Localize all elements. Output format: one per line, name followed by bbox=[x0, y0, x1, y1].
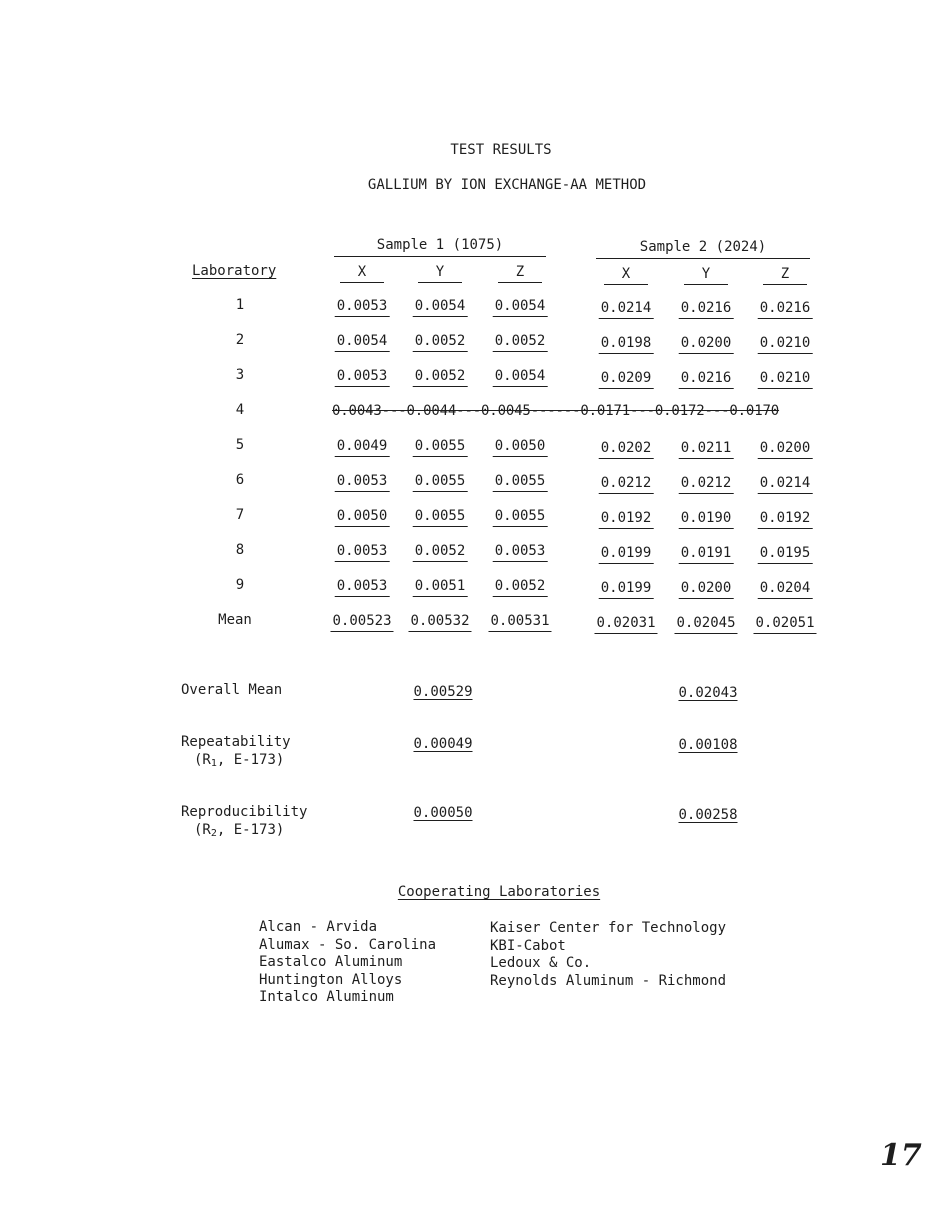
table-cell: 0.0053 bbox=[493, 543, 548, 562]
table-cell: 0.0199 bbox=[599, 545, 654, 564]
table-cell: 0.0204 bbox=[758, 580, 813, 599]
table-cell: 0.0209 bbox=[599, 370, 654, 389]
table-cell: 0.0216 bbox=[679, 300, 734, 319]
cooperating-heading: Cooperating Laboratories bbox=[397, 884, 601, 900]
table-cell: 0.0052 bbox=[413, 368, 468, 387]
reproducibility-ref-suffix: , E-173) bbox=[216, 822, 285, 838]
table-cell: 0.0192 bbox=[599, 510, 654, 529]
table-cell: 0.0195 bbox=[758, 545, 813, 564]
column-header: Y bbox=[418, 264, 462, 283]
mean-cell: 0.00532 bbox=[408, 613, 471, 632]
table-cell: 0.0055 bbox=[413, 473, 468, 492]
table-cell: 0.0199 bbox=[599, 580, 654, 599]
table-cell: 0.0192 bbox=[758, 510, 813, 529]
table-cell: 0.0214 bbox=[758, 475, 813, 494]
sample1-header: Sample 1 (1075) bbox=[334, 237, 546, 257]
lab-number: 3 bbox=[235, 367, 245, 383]
lab-number: 8 bbox=[235, 542, 245, 558]
repeatability-sample2: 0.00108 bbox=[678, 737, 738, 753]
table-cell: 0.0053 bbox=[335, 368, 390, 387]
overall-mean-label: Overall Mean bbox=[181, 682, 283, 698]
table-cell: 0.0052 bbox=[413, 333, 468, 352]
repeatability-ref-sub: 1 bbox=[210, 758, 217, 769]
column-header: Z bbox=[763, 266, 807, 285]
table-cell: 0.0055 bbox=[413, 438, 468, 457]
mean-cell: 0.00531 bbox=[488, 613, 551, 632]
table-cell: 0.0053 bbox=[335, 473, 390, 492]
table-cell: 0.0214 bbox=[599, 300, 654, 319]
cooperating-lab: Eastalco Aluminum bbox=[259, 954, 403, 970]
table-cell: 0.0050 bbox=[493, 438, 548, 457]
reproducibility-sample2: 0.00258 bbox=[678, 807, 738, 823]
cooperating-lab: Ledoux & Co. bbox=[490, 955, 592, 971]
lab-number: 2 bbox=[235, 332, 245, 348]
lab-number: 6 bbox=[235, 472, 245, 488]
reproducibility-sample1: 0.00050 bbox=[413, 805, 473, 821]
page-subtitle: GALLIUM BY ION EXCHANGE-AA METHOD bbox=[367, 177, 647, 193]
table-cell: 0.0200 bbox=[679, 580, 734, 599]
table-cell: 0.0055 bbox=[493, 473, 548, 492]
mean-cell: 0.02031 bbox=[594, 615, 657, 634]
reproducibility-ref-prefix: (R bbox=[194, 822, 211, 838]
lab-number: 4 bbox=[235, 402, 245, 418]
table-cell: 0.0052 bbox=[493, 578, 548, 597]
table-cell: 0.0054 bbox=[493, 368, 548, 387]
table-cell: 0.0051 bbox=[413, 578, 468, 597]
mean-label: Mean bbox=[218, 612, 252, 628]
repeatability-ref-prefix: (R bbox=[194, 752, 211, 768]
repeatability-ref bbox=[194, 752, 284, 769]
cooperating-list-left bbox=[259, 919, 436, 1007]
cooperating-lab: Kaiser Center for Technology bbox=[490, 920, 727, 936]
table-cell: 0.0200 bbox=[679, 335, 734, 354]
table-cell: 0.0054 bbox=[413, 298, 468, 317]
column-header: Y bbox=[684, 266, 728, 285]
cooperating-lab: Alcan - Arvida bbox=[259, 919, 378, 935]
column-header: Z bbox=[498, 264, 542, 283]
table-cell: 0.0055 bbox=[493, 508, 548, 527]
cooperating-lab: Reynolds Aluminum - Richmond bbox=[490, 972, 727, 989]
lab-number: 7 bbox=[235, 507, 245, 523]
table-cell: 0.0049 bbox=[335, 438, 390, 457]
struck-row-values: 0.0043---0.0044---0.0045------0.0171---0.0172---0.0170 bbox=[332, 403, 780, 419]
table-cell: 0.0216 bbox=[758, 300, 813, 319]
cooperating-lab: KBI-Cabot bbox=[490, 937, 566, 954]
table-cell: 0.0212 bbox=[679, 475, 734, 494]
table-cell: 0.0050 bbox=[335, 508, 390, 527]
lab-number: 9 bbox=[235, 577, 245, 593]
repeatability-ref-suffix: , E-173) bbox=[216, 752, 285, 768]
table-cell: 0.0211 bbox=[679, 440, 734, 459]
sample2-header: Sample 2 (2024) bbox=[596, 239, 810, 259]
table-cell: 0.0055 bbox=[413, 508, 468, 527]
reproducibility-label: Reproducibility bbox=[181, 804, 308, 820]
mean-cell: 0.02045 bbox=[674, 615, 737, 634]
mean-cell: 0.02051 bbox=[753, 615, 816, 634]
lab-number: 5 bbox=[235, 437, 245, 453]
table-cell: 0.0053 bbox=[335, 298, 390, 317]
page-title: TEST RESULTS bbox=[450, 142, 552, 158]
table-cell: 0.0190 bbox=[679, 510, 734, 529]
table-cell: 0.0054 bbox=[493, 298, 548, 317]
repeatability-sample1: 0.00049 bbox=[413, 736, 473, 752]
cooperating-list-right bbox=[490, 920, 726, 990]
table-cell: 0.0212 bbox=[599, 475, 654, 494]
reproducibility-ref-sub: 2 bbox=[210, 828, 217, 839]
table-cell: 0.0052 bbox=[413, 543, 468, 562]
page-number: 17 bbox=[880, 1138, 922, 1173]
overall-mean-sample1: 0.00529 bbox=[413, 684, 473, 700]
overall-mean-sample2: 0.02043 bbox=[678, 685, 738, 701]
laboratory-header: Laboratory bbox=[192, 263, 277, 279]
repeatability-label: Repeatability bbox=[181, 734, 291, 750]
mean-cell: 0.00523 bbox=[330, 613, 393, 632]
column-header: X bbox=[604, 266, 648, 285]
table-cell: 0.0210 bbox=[758, 335, 813, 354]
reproducibility-ref bbox=[194, 822, 284, 839]
table-cell: 0.0054 bbox=[335, 333, 390, 352]
column-header: X bbox=[340, 264, 384, 283]
table-cell: 0.0210 bbox=[758, 370, 813, 389]
table-cell: 0.0200 bbox=[758, 440, 813, 459]
table-cell: 0.0198 bbox=[599, 335, 654, 354]
lab-number: 1 bbox=[235, 297, 245, 313]
table-cell: 0.0053 bbox=[335, 543, 390, 562]
table-cell: 0.0053 bbox=[335, 578, 390, 597]
cooperating-lab: Huntington Alloys bbox=[259, 971, 403, 988]
cooperating-lab: Alumax - So. Carolina bbox=[259, 936, 437, 953]
table-cell: 0.0216 bbox=[679, 370, 734, 389]
table-cell: 0.0202 bbox=[599, 440, 654, 459]
table-cell: 0.0052 bbox=[493, 333, 548, 352]
table-cell: 0.0191 bbox=[679, 545, 734, 564]
cooperating-lab: Intalco Aluminum bbox=[259, 989, 394, 1005]
